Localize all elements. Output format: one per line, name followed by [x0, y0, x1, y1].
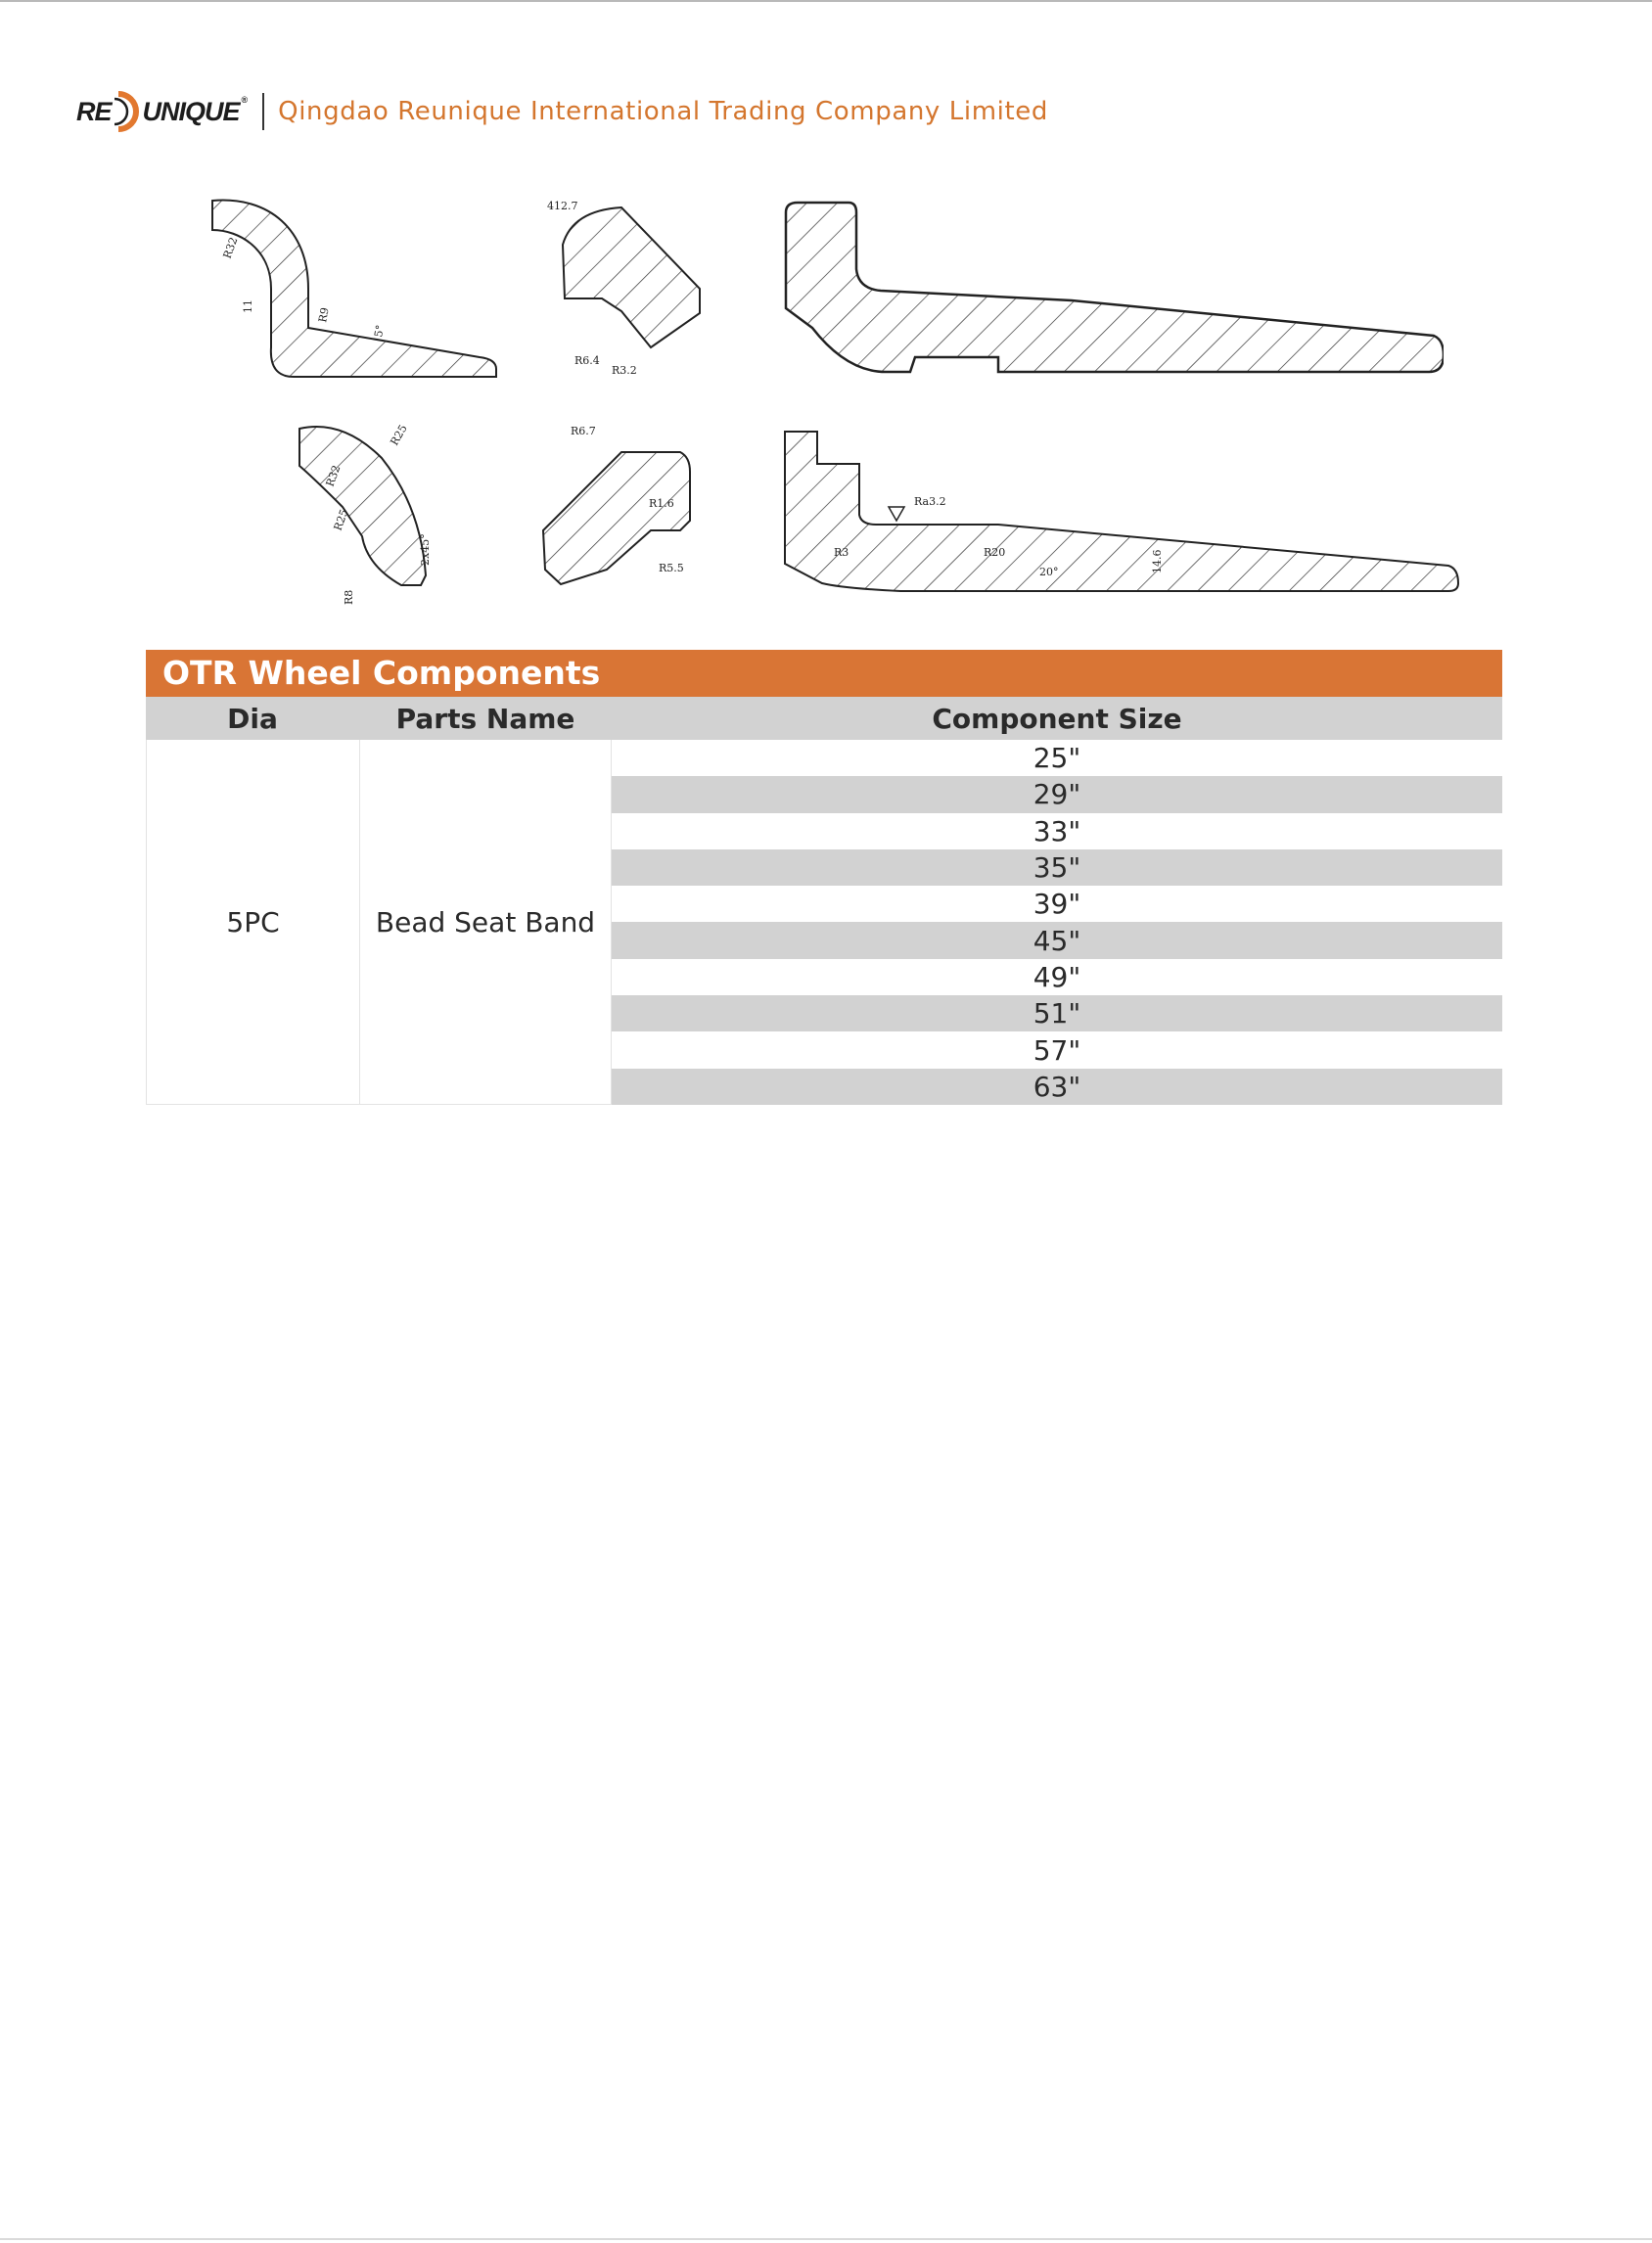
size-list	[612, 740, 1502, 1105]
table-header-row	[146, 697, 1502, 740]
size-row: 35"	[612, 849, 1502, 886]
part-name-cell: Bead Seat Band	[359, 740, 612, 1105]
size-row: 63"	[612, 1069, 1502, 1105]
dim-label: R25	[388, 422, 410, 448]
size-row: 49"	[1032, 960, 1081, 993]
header-component-size: Component Size	[932, 702, 1182, 735]
cross-section-drawing-2	[543, 196, 710, 382]
dim-label: R25	[331, 507, 351, 533]
cross-section-drawing-1	[201, 191, 509, 387]
logo-text-left: RE	[76, 96, 112, 126]
size-row: 29"	[612, 776, 1502, 812]
dim-label: 11	[242, 299, 254, 313]
logo-arc-icon	[113, 91, 142, 132]
header-divider	[262, 93, 264, 130]
cross-section-drawing-3	[778, 201, 1444, 382]
table-title: OTR Wheel Components	[146, 650, 1502, 697]
size-row: 57"	[1032, 1033, 1081, 1067]
dim-label: 14.6	[1151, 549, 1164, 573]
bottom-rule	[0, 2238, 1652, 2240]
dim-label: R32	[323, 463, 344, 489]
registered-mark: ®	[241, 95, 248, 105]
dim-label: R3	[834, 546, 849, 559]
dim-label: 2x45°	[419, 533, 432, 566]
dim-label: 412.7	[547, 200, 578, 212]
dim-label: R3.2	[612, 364, 637, 377]
size-row: 45"	[612, 922, 1502, 958]
size-row: 25"	[1032, 742, 1081, 775]
logo-text-right: UNIQUE	[142, 96, 240, 126]
dim-label: R20	[984, 546, 1006, 559]
size-row: 51"	[612, 995, 1502, 1031]
size-row: 33"	[1032, 814, 1081, 847]
company-name: Qingdao Reunique International Trading Company Limited	[278, 97, 1048, 126]
dim-label: R8	[343, 589, 355, 605]
cross-section-drawing-5	[533, 423, 719, 599]
header-parts-name: Parts Name	[395, 702, 575, 735]
cross-section-drawing-4	[294, 419, 440, 615]
dim-label: R1.6	[649, 497, 674, 510]
dim-label: R6.7	[571, 425, 596, 437]
table-body	[146, 740, 1502, 1105]
components-table	[146, 650, 1502, 1105]
dim-label: Ra3.2	[914, 495, 946, 508]
size-row: 39"	[1032, 888, 1081, 921]
dim-label: R9	[316, 306, 332, 324]
dim-label: R6.4	[574, 354, 600, 367]
dim-label: 20°	[1039, 566, 1059, 578]
page-header	[76, 86, 1048, 137]
company-logo	[76, 86, 247, 137]
top-rule	[0, 0, 1652, 2]
dim-label: R32	[220, 235, 241, 261]
cross-section-drawing-6	[783, 427, 1463, 598]
dia-cell: 5PC	[146, 740, 359, 1105]
dim-label: R5.5	[659, 562, 684, 574]
header-dia: Dia	[227, 702, 278, 735]
dim-label: 5°	[372, 323, 388, 339]
